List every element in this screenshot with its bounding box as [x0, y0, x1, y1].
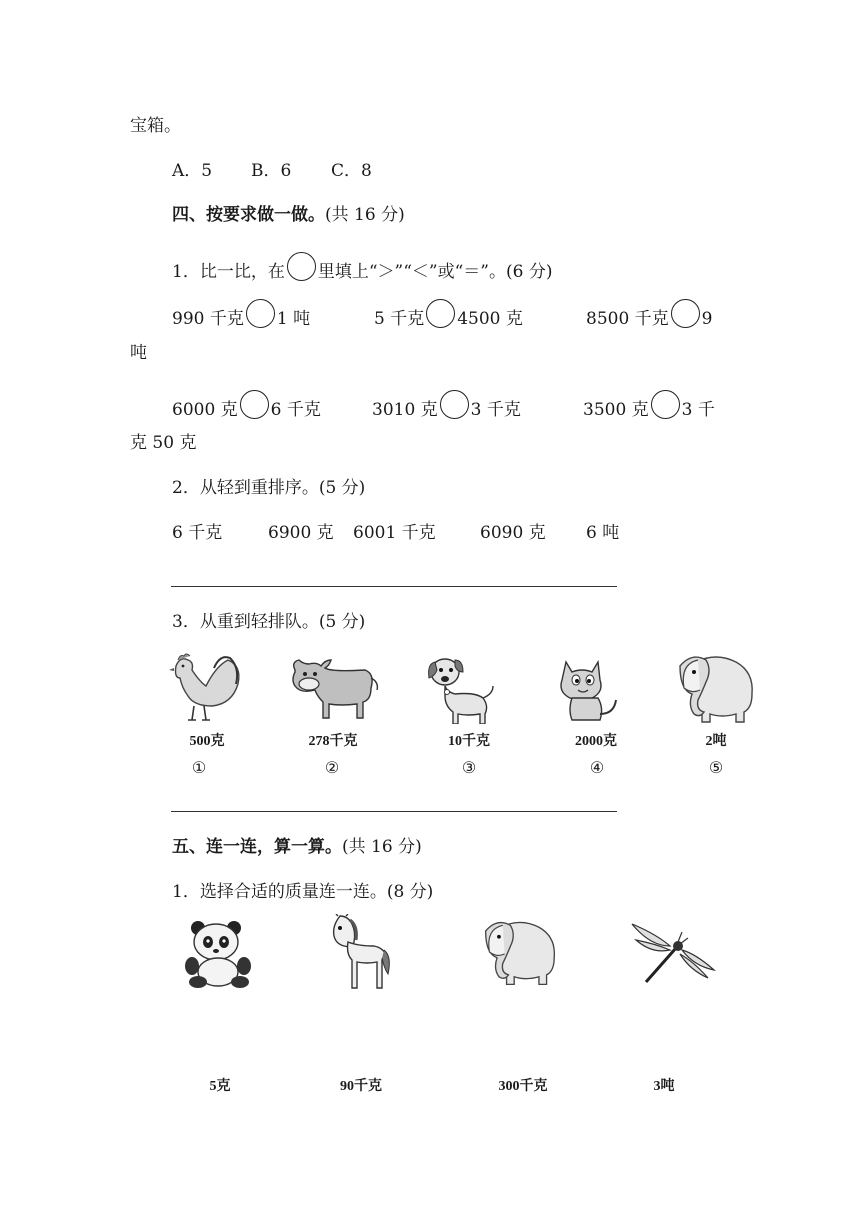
answer-circle[interactable] [240, 390, 269, 419]
ox-icon [291, 656, 379, 722]
answer-circle[interactable] [671, 299, 700, 328]
dog-icon [425, 652, 497, 724]
compare-left: 6000 克 [172, 400, 238, 420]
answer-circle[interactable] [426, 299, 455, 328]
choice-a: A．5 [172, 161, 213, 181]
compare-5 [372, 396, 521, 425]
compare-6 [583, 396, 715, 425]
section5-score: (共 16 分) [342, 837, 422, 857]
compare-right: 1 吨 [276, 309, 311, 329]
q1-instruction [172, 258, 552, 287]
q1-suffix: 里填上“＞”“＜”或“＝”。(6 分) [317, 262, 553, 282]
compare-right: 6 千克 [270, 400, 321, 420]
intro-tail-text: 宝箱。 [130, 116, 181, 136]
animal-weight: 500克 [189, 734, 225, 749]
animal-weight: 278千克 [308, 734, 358, 749]
q3-title: 3．从重到轻排队。(5 分) [172, 612, 366, 632]
blank-circle-sample [287, 252, 316, 281]
q2-item: 6900 克 [268, 523, 334, 543]
section4-heading [172, 207, 405, 224]
section4-title: 四、按要求做一做。 [172, 205, 325, 225]
animal-order: ① [191, 758, 207, 777]
compare-3-wrap: 吨 [130, 343, 147, 363]
elephant-icon [478, 914, 558, 990]
answer-circle[interactable] [440, 390, 469, 419]
compare-right: 3 千克 [470, 400, 521, 420]
q2-item: 6 千克 [172, 523, 223, 543]
compare-left: 990 千克 [172, 309, 244, 329]
compare-4 [172, 396, 321, 425]
animal-order: ⑤ [708, 758, 724, 777]
animal-order: ③ [461, 758, 477, 777]
compare-right: 4500 克 [457, 309, 523, 329]
panda-icon [184, 920, 256, 990]
section5-heading [172, 839, 422, 856]
weight-option[interactable]: 300千克 [498, 1079, 548, 1094]
weight-option[interactable]: 3吨 [653, 1079, 675, 1094]
rooster-icon [168, 652, 248, 724]
compare-left: 5 千克 [374, 309, 425, 329]
animal-weight: 10千克 [448, 734, 490, 749]
q2-item: 6 吨 [586, 523, 620, 543]
compare-left: 3010 克 [372, 400, 438, 420]
dragonfly-icon [628, 920, 716, 986]
q3-answer-line[interactable] [171, 811, 617, 812]
compare-1 [172, 305, 310, 334]
compare-left: 3500 克 [583, 400, 649, 420]
section5-title: 五、连一连，算一算。 [172, 837, 342, 857]
animal-order: ④ [589, 758, 605, 777]
compare-6-wrap: 克 50 克 [130, 433, 197, 453]
q2-item: 6090 克 [480, 523, 546, 543]
weight-option[interactable]: 5克 [209, 1079, 231, 1094]
horse-icon [330, 914, 392, 990]
animal-order: ② [324, 758, 340, 777]
compare-right: 3 千 [681, 400, 715, 420]
answer-circle[interactable] [651, 390, 680, 419]
q1-prefix: 1．比一比，在 [172, 262, 285, 282]
q2-title: 2．从轻到重排序。(5 分) [172, 478, 366, 498]
choice-b: B．6 [251, 161, 292, 181]
answer-circle[interactable] [246, 299, 275, 328]
s5-q1-title: 1．选择合适的质量连一连。(8 分) [172, 882, 434, 902]
compare-right: 9 [701, 309, 713, 329]
q2-answer-line[interactable] [171, 586, 617, 587]
compare-left: 8500 千克 [586, 309, 669, 329]
animal-weight: 2000克 [575, 734, 617, 749]
animal-weight: 2吨 [705, 734, 727, 749]
weight-option[interactable]: 90千克 [340, 1079, 382, 1094]
compare-2 [374, 305, 523, 334]
elephant-icon [672, 650, 756, 726]
choice-c: C．8 [331, 161, 372, 181]
cat-icon [558, 654, 620, 724]
compare-3 [586, 305, 713, 334]
section4-score: (共 16 分) [325, 205, 405, 225]
q2-item: 6001 千克 [353, 523, 436, 543]
